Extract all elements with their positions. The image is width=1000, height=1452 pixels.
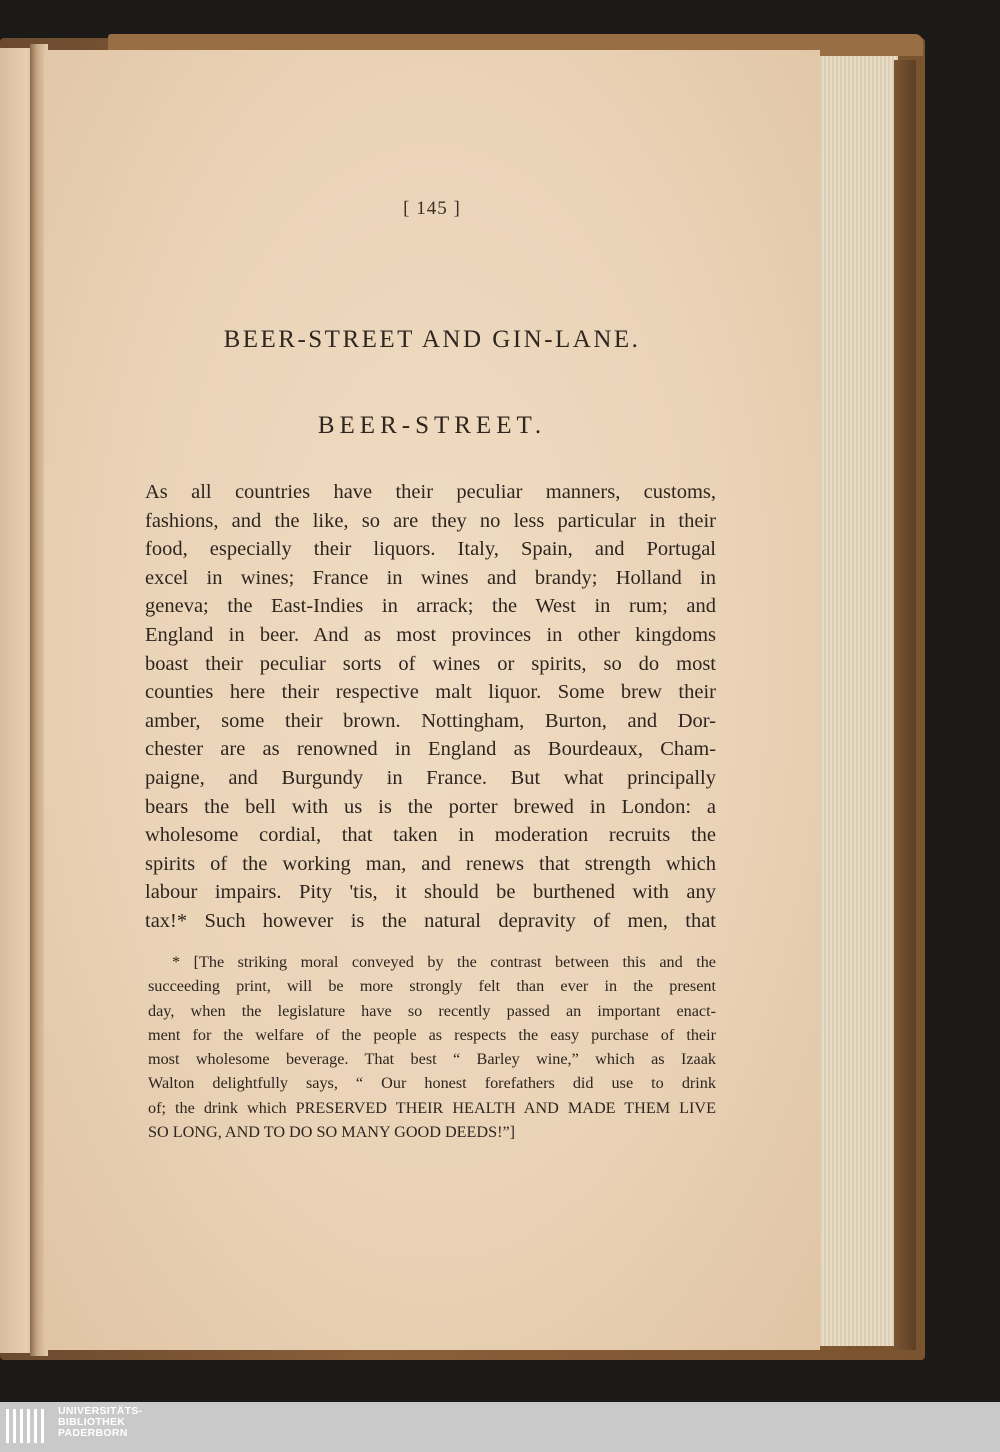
body-line: tax!* Such however is the natural depravity of men, that: [145, 909, 716, 932]
body-text: [145, 478, 716, 936]
cover-spine-shadow: [894, 60, 916, 1350]
footnote-line: of; the drink which PRESERVED THEIR HEALTH AND MADE THEM LIVE: [148, 1098, 716, 1117]
body-line: fashions, and the like, so are they no less particular in their: [145, 509, 716, 532]
brand-line: BIBLIOTHEK: [58, 1416, 126, 1428]
body-line: counties here their respective malt liquor. Some brew their: [145, 681, 716, 704]
body-line: chester are as renowned in England as Bourdeaux, Cham-: [145, 738, 716, 761]
page-edges: [812, 56, 898, 1346]
body-line: As all countries have their peculiar manners, customs,: [145, 481, 716, 503]
body-line: England in beer. And as most provinces in other kingdoms: [145, 623, 716, 646]
footnote-line: succeeding print, will be more strongly felt than ever in the present: [148, 977, 716, 996]
body-line: paigne, and Burgundy in France. But what principally: [145, 766, 716, 789]
body-line: geneva; the East-Indies in arrack; the West in rum; and: [145, 595, 716, 618]
book-page: [44, 50, 820, 1350]
body-line: bears the bell with us is the porter brewed in London: a: [145, 795, 716, 818]
library-brand-bar: [0, 1402, 1000, 1452]
footnote-line: * [The striking moral conveyed by the contrast between this and the: [172, 953, 716, 971]
body-line: boast their peculiar sorts of wines or spirits, so do most: [145, 652, 716, 675]
brand-line: PADERBORN: [58, 1427, 128, 1439]
section-title: BEER-STREET.: [317, 412, 547, 439]
footnote-line: most wholesome beverage. That best “ Barley wine,” which as Izaak: [148, 1050, 716, 1069]
footnote-line: Walton delightfully says, “ Our honest forefathers did use to drink: [148, 1074, 716, 1093]
body-line: wholesome cordial, that taken in moderation recruits the: [145, 824, 716, 847]
footnote: [148, 950, 716, 1144]
page-number: [ 145 ]: [403, 198, 461, 219]
brand-line: UNIVERSITÄTS-: [58, 1405, 143, 1417]
body-line: food, especially their liquors. Italy, Spain, and Portugal: [145, 538, 716, 561]
library-bars-logo-icon: [6, 1407, 48, 1445]
chapter-title: BEER-STREET AND GIN-LANE.: [223, 326, 641, 353]
library-brand-text: [58, 1406, 142, 1439]
body-line: labour impairs. Pity 'tis, it should be burthened with any: [145, 881, 716, 904]
footnote-line: ment for the welfare of the people as respects the easy purchase of their: [148, 1025, 716, 1044]
footnote-line: SO LONG, AND TO DO SO MANY GOOD DEEDS!”]: [148, 1123, 516, 1142]
body-line: spirits of the working man, and renews that strength which: [145, 852, 716, 875]
footnote-line: day, when the legislature have so recently passed an important enact-: [148, 1001, 716, 1020]
body-line: amber, some their brown. Nottingham, Burton, and Dor-: [145, 709, 716, 732]
body-line: excel in wines; France in wines and brandy; Holland in: [145, 566, 716, 589]
